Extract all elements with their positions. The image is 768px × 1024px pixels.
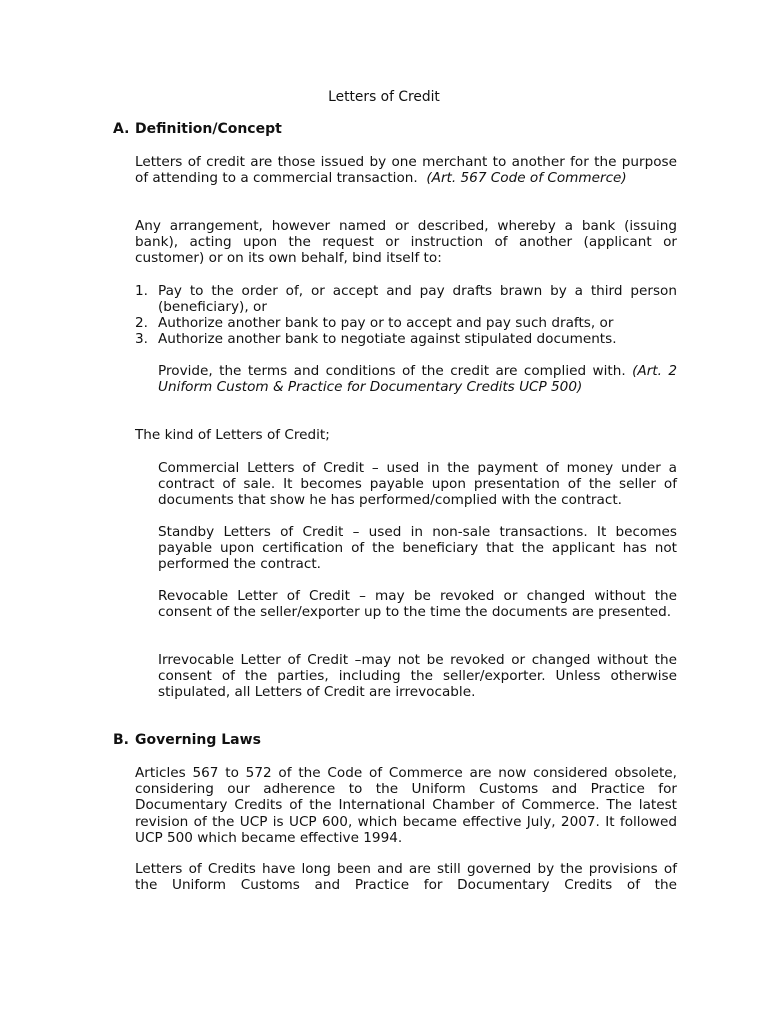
- list-item-text: Pay to the order of, or accept and pay drafts brawn by a third person (beneficiary), or: [158, 283, 677, 316]
- section-b-title: Governing Laws: [135, 732, 261, 748]
- proviso-citation: (Art. 2 Uniform Custom & Practice for Documentary Credits UCP 500): [158, 363, 677, 396]
- arrangement-paragraph: Any arrangement, however named or described, whereby a bank (issuing bank), acting upon the request or instruction of another (applicant or customer) or on its own behalf, bind itself to:: [135, 218, 677, 267]
- kinds-intro: The kind of Letters of Credit;: [135, 427, 330, 443]
- list-item-number: 3.: [135, 331, 148, 347]
- section-b-heading: [113, 732, 673, 748]
- list-item: [135, 331, 677, 347]
- list-item-text: Authorize another bank to negotiate against stipulated documents.: [158, 331, 617, 347]
- section-a-title: Definition/Concept: [135, 121, 282, 137]
- document-title: Letters of Credit: [328, 89, 440, 105]
- section-b-letter: B.: [113, 732, 129, 748]
- list-item: [135, 283, 677, 315]
- kind-irrevocable: Irrevocable Letter of Credit –may not be revoked or changed without the consent of the parties, including the seller/exporter. Unless otherwise stipulated, all Letters of Credit are irrevocable.: [158, 652, 677, 701]
- proviso-text: Provide, the terms and conditions of the credit are complied with.: [158, 363, 626, 379]
- definition-text: Letters of credit are those issued by one merchant to another for the purpose of attending to a commercial transaction.: [135, 154, 677, 187]
- list-item-number: 2.: [135, 315, 148, 331]
- kind-commercial: Commercial Letters of Credit – used in the payment of money under a contract of sale. It becomes payable upon presentation of the seller of documents that show he has performed/complied with the contract.: [158, 460, 677, 509]
- proviso-paragraph: [158, 363, 677, 395]
- section-a-heading: [113, 121, 673, 137]
- list-item-text: Authorize another bank to pay or to accept and pay such drafts, or: [158, 315, 614, 331]
- definition-paragraph: [135, 154, 677, 186]
- ucp-paragraph: Letters of Credits have long been and are still governed by the provisions of the Uniform Customs and Practice for Documentary Credits of the: [135, 861, 677, 894]
- governing-laws-paragraph: Articles 567 to 572 of the Code of Commerce are now considered obsolete, considering our adherence to the Uniform Customs and Practice for Documentary Credits of the International Chamber of Commerce. The latest revision of the UCP is UCP 600, which became effective July, 2007. It followed UCP 500 which became effective 1994.: [135, 765, 677, 846]
- kind-revocable: Revocable Letter of Credit – may be revoked or changed without the consent of the seller/exporter up to the time the documents are presented.: [158, 588, 677, 621]
- section-a-letter: A.: [113, 121, 130, 137]
- kind-standby: Standby Letters of Credit – used in non-sale transactions. It becomes payable upon certification of the beneficiary that the applicant has not performed the contract.: [158, 524, 677, 573]
- definition-citation: (Art. 567 Code of Commerce): [426, 170, 627, 187]
- list-item-number: 1.: [135, 283, 148, 299]
- list-item: [135, 315, 677, 331]
